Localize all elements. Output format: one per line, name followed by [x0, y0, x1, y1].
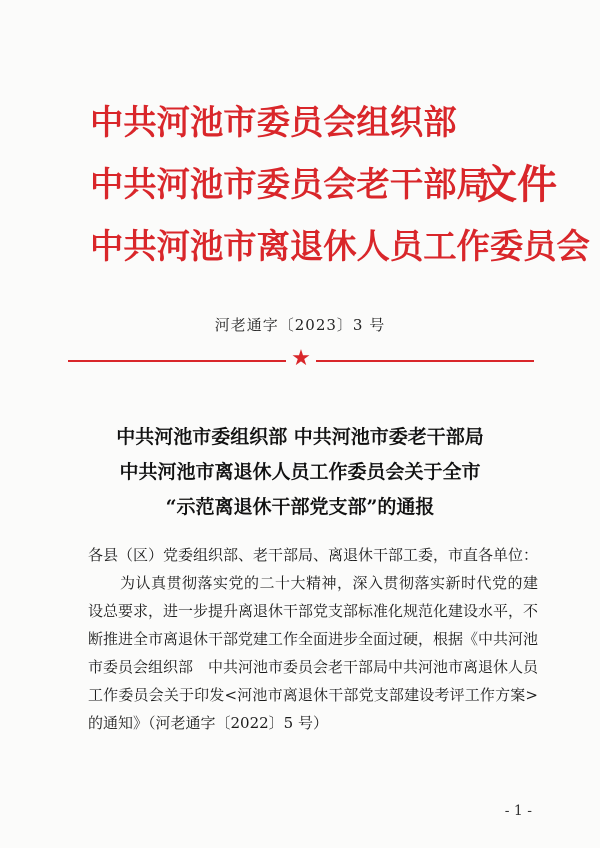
masthead-line-retiree-committee: 中共河池市离退休人员工作委员会	[90, 227, 590, 267]
title-line-1: 中共河池市委组织部 中共河池市委老干部局	[116, 426, 484, 448]
divider-line-left	[68, 360, 286, 362]
title-line-3: “示范离退休干部党支部”的通报	[165, 496, 435, 518]
page-number: - 1 -	[504, 803, 532, 819]
masthead-line-org: 中共河池市委员会组织部	[90, 103, 457, 143]
star-icon: ★	[291, 346, 311, 371]
document-title	[0, 420, 600, 525]
salutation: 各县（区）党委组织部、老干部局、离退休干部工委，市直各单位：	[88, 546, 539, 564]
title-line-2: 中共河池市离退休人员工作委员会关于全市	[119, 461, 481, 483]
document-body	[88, 541, 538, 737]
document-number: 河老通字〔2023〕3 号	[214, 316, 386, 334]
masthead-suffix: 文件	[477, 162, 557, 208]
red-divider	[68, 346, 534, 372]
body-paragraph: 为认真贯彻落实党的二十大精神，深入贯彻落实新时代党的建设总要求，进一步提升离退休干部党支部标准化规范化建设水平，不断推进全市离退休干部党建工作全面进步全面过硬，根据《中共河池市委员会组织部 中共河池市委员会老干部局中共河池市离退休人员工作委员会关于印发<河池市离退休干部党支部建设考评工作方案>的通知》（河老通字〔2022〕5 号）	[88, 574, 539, 732]
masthead-line-veteran-bureau: 中共河池市委员会老干部局	[90, 165, 490, 205]
divider-line-right	[316, 360, 534, 362]
